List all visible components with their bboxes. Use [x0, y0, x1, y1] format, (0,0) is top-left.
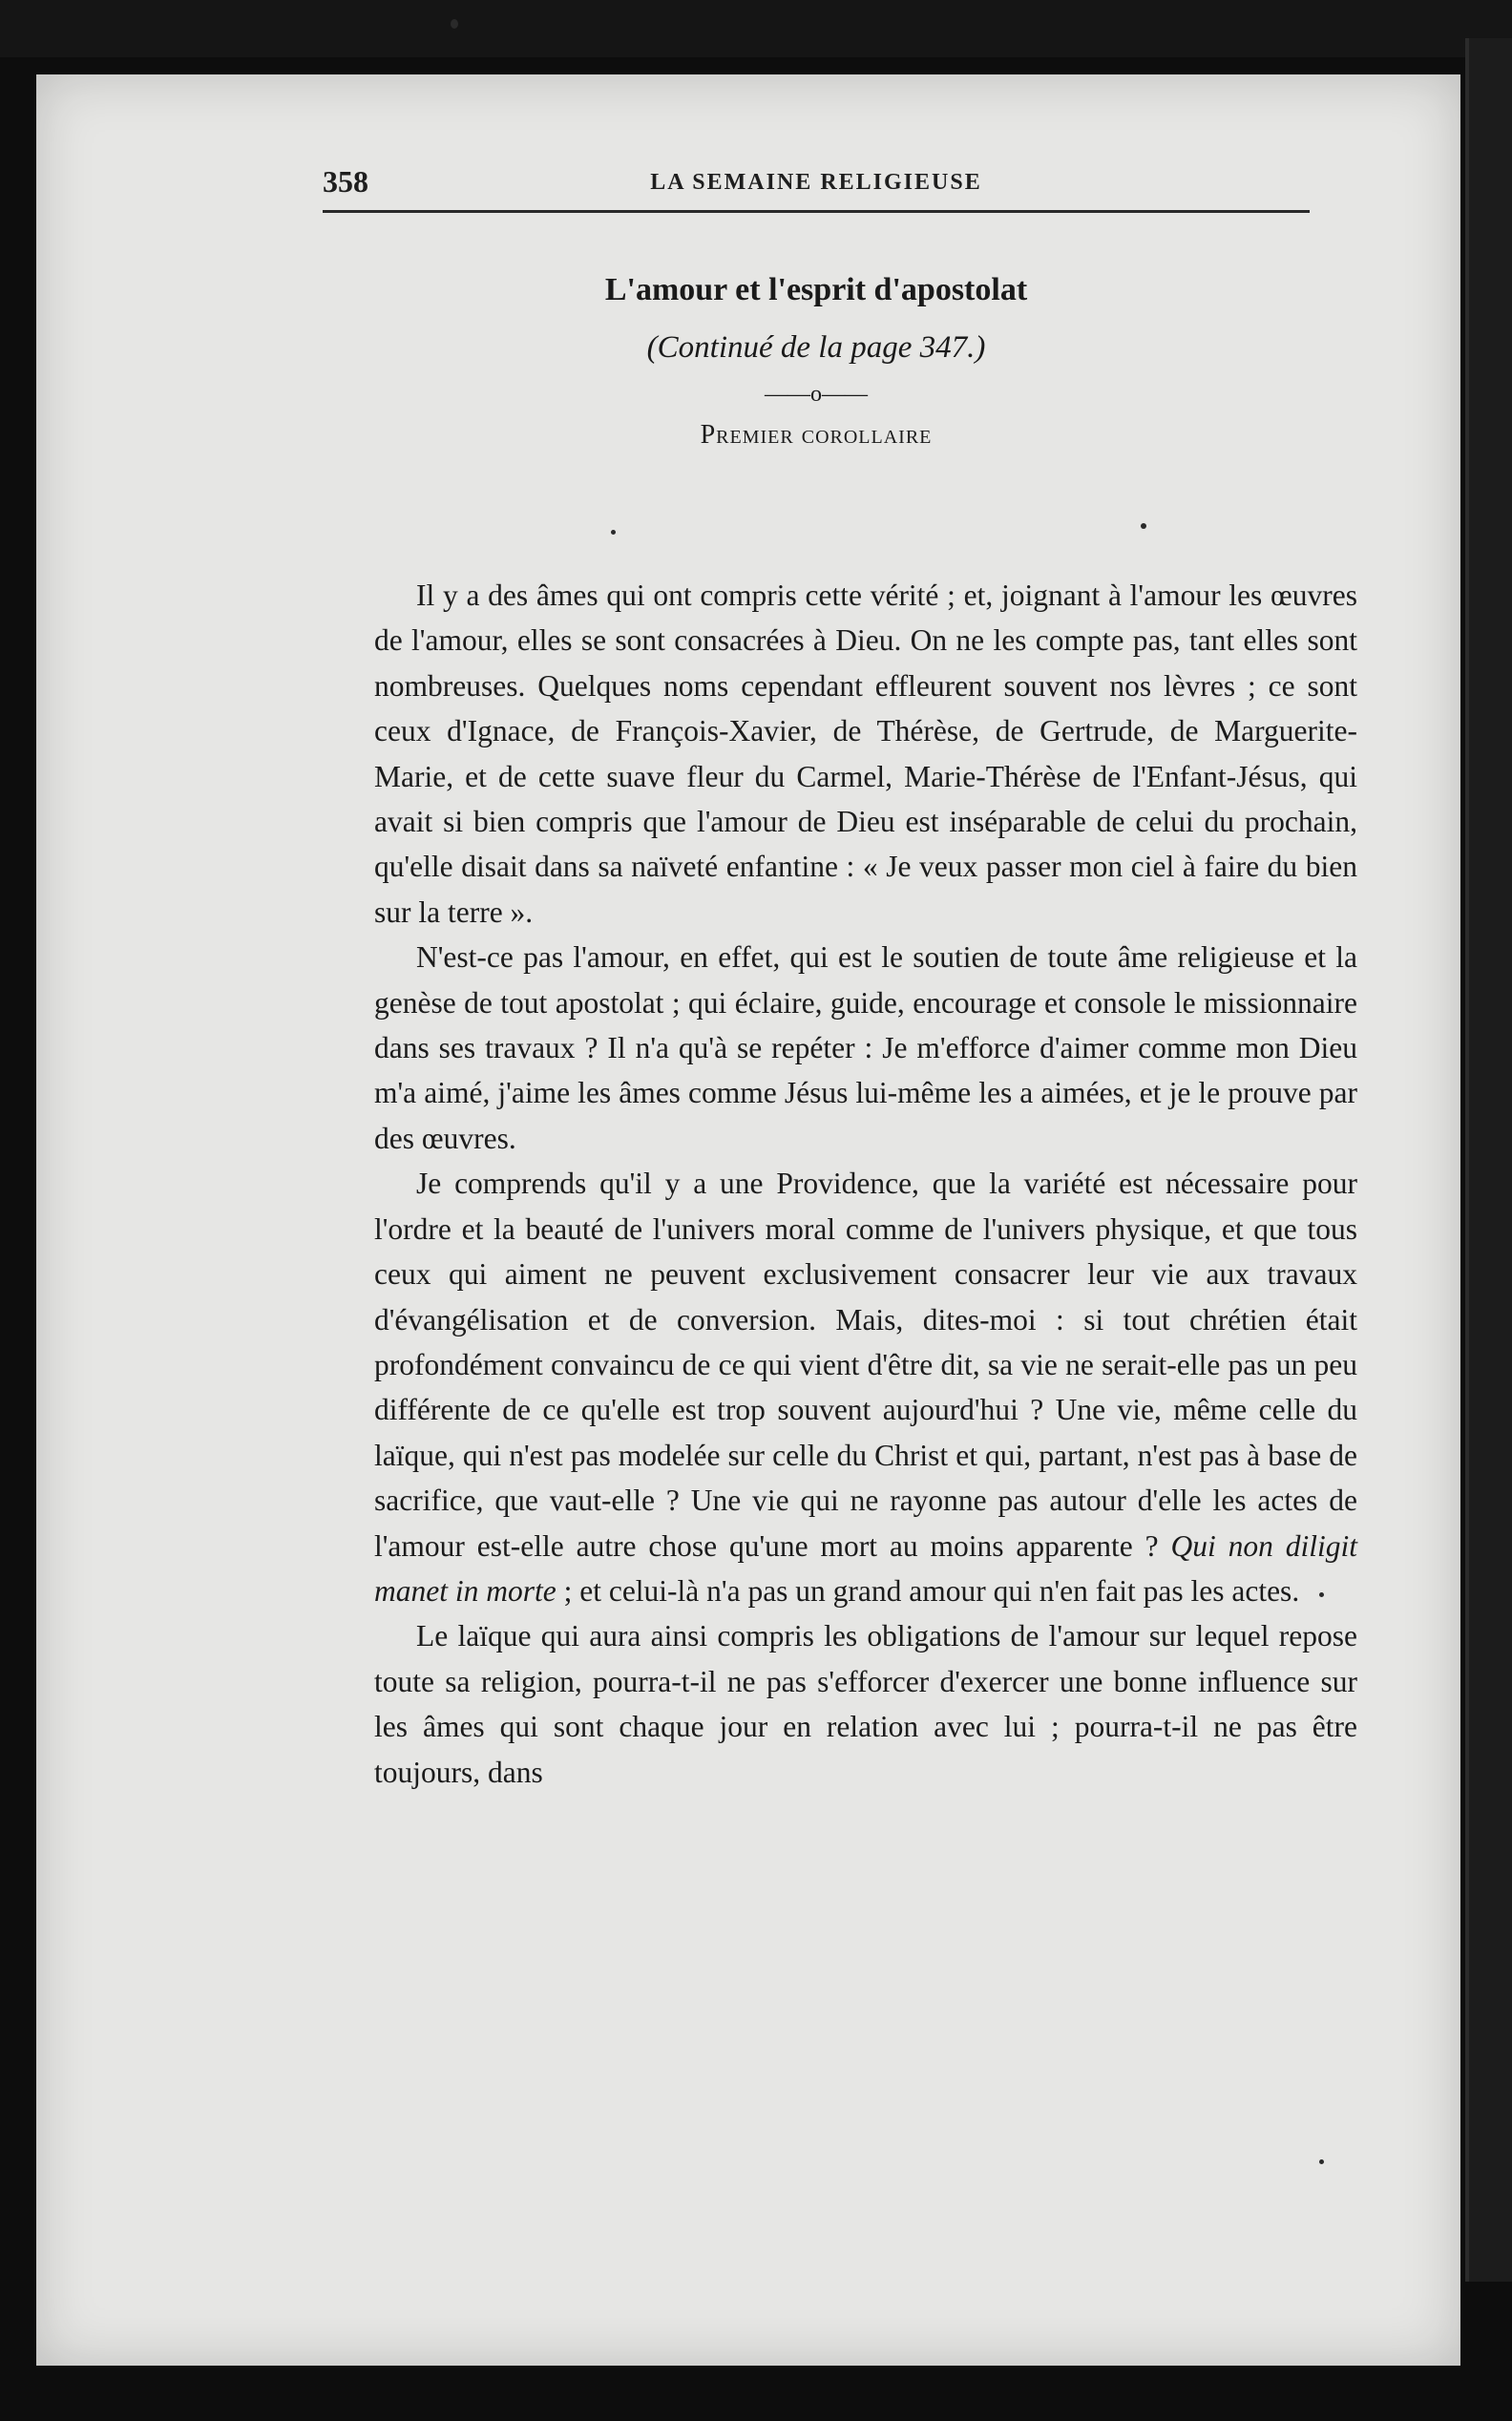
paragraph-3-text: Je comprends qu'il y a une Providence, que la variété est nécessaire pour l'ordre et la beauté de l'univers moral comme de l'univers physique, et que tous ceux qui aiment ne peuvent exclusivement consacrer leur vie aux travaux d'évangélisation et de conversion. Mais, dites-moi : si tout chrétien était profondément convaincu de ce qui vient d'être dit, sa vie ne serait-elle pas un peu différente de ce qu'elle est trop souvent aujourd'hui ? Une vie, même celle du laïque, qui n'est pas modelée sur celle du Christ et qui, partant, n'est pas à base de sacrifice, que vaut-elle ? Une vie qui ne rayonne pas autour d'elle les actes de l'amour est-elle autre chose qu'une mort au moins apparente ?: [374, 1167, 1357, 1563]
paragraph-3-tail: ; et celui-là n'a pas un grand amour qui n'en fait pas les actes.: [556, 1573, 1300, 1608]
paragraph-2: N'est-ce pas l'amour, en effet, qui est le soutien de toute âme religieuse et la genèse de tout apostolat ; qui éclaire, guide, encourage et console le missionnaire dans ses travaux ? Il n'a qu'à se repéter : Je m'efforce d'aimer comme mon Dieu m'a aimé, j'aime les âmes comme Jésus lui-même les a aimées, et je le prouve par des œuvres.: [374, 940, 1357, 1155]
paragraph-4: Le laïque qui aura ainsi compris les obligations de l'amour sur lequel repose toute sa religion, pourra-t-il ne pas s'efforcer d'exercer une bonne influence sur les âmes qui sont chaque jour en relation avec lui ; pourra-t-il ne pas être toujours, dans: [374, 1619, 1357, 1789]
page-header: [323, 164, 1310, 213]
section-heading: Premier corollaire: [700, 420, 933, 450]
article-body: [374, 573, 1357, 1795]
article-title: L'amour et l'esprit d'apostolat: [604, 272, 1028, 307]
paragraph-1: Il y a des âmes qui ont compris cette vérité ; et, joignant à l'amour les œuvres de l'amour, elles se sont consacrées à Dieu. On ne les compte pas, tant elles sont nombreuses. Quelques noms cependant effleurent souvent nos lèvres ; ce sont ceux d'Ignace, de François-Xavier, de Thérèse, de Gertrude, de Marguerite-Marie, et de cette suave fleur du Carmel, Marie-Thérèse de l'Enfant-Jésus, qui avait si bien compris que l'amour de Dieu est inséparable de celui du prochain, qu'elle disait dans sa naïveté enfantine : « Je veux passer mon ciel à faire du bien sur la terre ».: [374, 579, 1357, 929]
continued-note: (Continué de la page 347.): [646, 330, 986, 365]
film-border-right: [1465, 38, 1512, 2282]
latin-quote: Qui non diligit manet in morte: [374, 1528, 1358, 1608]
ornament-divider: ——o——: [765, 382, 868, 407]
page-number: 358: [323, 164, 368, 199]
paragraph-3: [374, 1161, 1357, 1613]
film-border-top: [0, 0, 1512, 57]
running-title: LA SEMAINE RELIGIEUSE: [650, 170, 982, 195]
